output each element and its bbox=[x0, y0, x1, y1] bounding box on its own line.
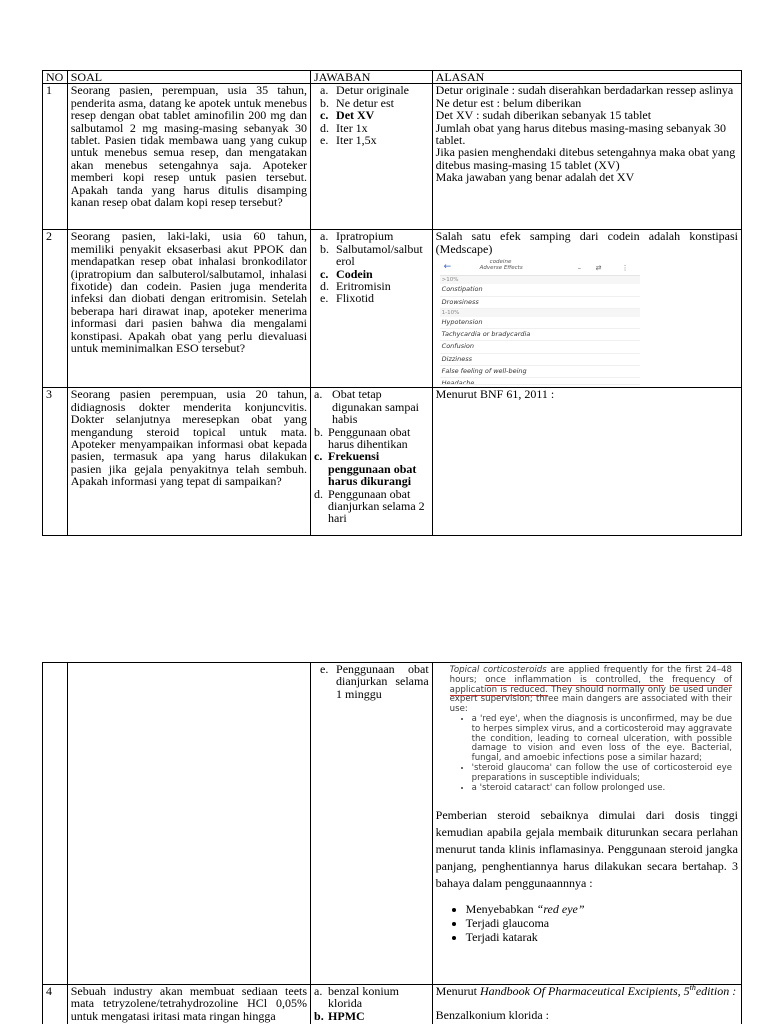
correct-option: c. Det XV bbox=[320, 108, 375, 123]
danger-item: • Menyebabkan “red eye” bbox=[466, 902, 738, 916]
option-item: b. Salbutamol/salbut erol bbox=[320, 241, 423, 269]
adverse-effect-item: False feeling of well-being bbox=[440, 366, 640, 378]
adverse-effect-item: Tachycardia or bradycardia bbox=[440, 329, 640, 341]
table-row bbox=[43, 388, 742, 536]
medscape-drug-name: codeine bbox=[489, 259, 512, 266]
header-alasan: ALASAN bbox=[432, 71, 741, 84]
medscape-section-title: Adverse Effects bbox=[479, 265, 523, 272]
answer-options bbox=[311, 388, 433, 536]
danger-item: • Terjadi katarak bbox=[466, 930, 738, 944]
table-header-row bbox=[43, 71, 742, 84]
document-page-2 bbox=[0, 660, 768, 1024]
option-item: b. Ne detur est bbox=[320, 95, 395, 110]
medscape-screenshot bbox=[440, 259, 640, 385]
answer-options bbox=[311, 663, 433, 985]
adverse-effect-item: Hypotension bbox=[440, 317, 640, 329]
minus-icon: – bbox=[577, 264, 582, 273]
option-item: e. Iter 1,5x bbox=[320, 133, 377, 148]
option-item: a. benzal konium klorida bbox=[314, 984, 400, 1011]
bnf-bullet: • a 'steroid cataract' can follow prolonged use. bbox=[472, 784, 732, 794]
answer-options bbox=[311, 84, 433, 230]
table-row bbox=[43, 230, 742, 388]
share-icon: ⇄ bbox=[595, 264, 602, 273]
correct-option: b. HPMC bbox=[314, 1008, 365, 1023]
reason-cell bbox=[432, 985, 741, 1024]
adverse-effect-item: Dizziness bbox=[440, 354, 640, 366]
reason-line: Detur originale : sudah diserahkan berdadarkan ressep aslinya bbox=[435, 83, 734, 98]
row-number: 4 bbox=[43, 985, 68, 1024]
danger-item: • Terjadi glaucoma bbox=[466, 916, 738, 930]
table-row bbox=[43, 84, 742, 230]
answer-options bbox=[311, 230, 433, 388]
header-jawaban: JAWABAN bbox=[311, 71, 433, 84]
option-item: e. Penggunaan obat dianjurkan selama 1 minggu bbox=[320, 662, 429, 701]
correct-option: c. Codein bbox=[320, 266, 373, 281]
option-item: b. Penggunaan obat harus dihentikan bbox=[314, 424, 411, 451]
correct-option: c. Frekuensi penggunaan obat harus dikurangi bbox=[314, 449, 417, 489]
bnf-bullet: • a 'red eye', when the diagnosis is unconfirmed, may be due to herpes simplex virus, and a corticosteroid may aggravate the condition, leading to corneal ulceration, with possible damage to vision and even loss of the eye. Bacterial, fungal, and amoebic infections pose a similar hazard; bbox=[472, 715, 732, 764]
qa-table-2 bbox=[42, 662, 742, 1024]
reason-line: Maka jawaban yang benar adalah det XV bbox=[435, 170, 635, 185]
header-no: NO bbox=[43, 71, 68, 84]
bnf-excerpt-image: Topical corticosteroids are applied frequently for the first 24–48 hours; once inflammation is controlled, the frequency of application is reduced. They should normally only be used under expert supervision; three main dangers are associated with their use: • a 'red eye', when the diagnosis is unconfirmed, may be due to herpes simplex virus, and a corticosteroid may aggravate the condition, leading to corneal ulceration, with possible damage to vision and even loss of the eye. Bacterial, fungal, and amoebic infections pose a similar hazard; • 'steroid glaucoma' can follow the use of corticosteroid eye preparations in susceptible individuals; • a 'steroid cataract' can follow prolonged use. bbox=[436, 666, 738, 793]
option-item: a. Detur originale bbox=[320, 83, 410, 98]
more-icon: ⋮ bbox=[621, 264, 629, 273]
reason-paragraph: Pemberian steroid sebaiknya dimulai dari dosis tinggi kemudian apabila gejala membaik diturunkan secara perlahan menurut tanda klinis inflamasinya. Penggunaan steroid jangka panjang, penghentiannya harus dilakukan secara bertahap. 3 bahaya dalam penggunaannnya : bbox=[435, 808, 738, 891]
row-number-empty bbox=[43, 663, 68, 985]
option-item: d. Eritromisin bbox=[320, 279, 391, 294]
adverse-effect-item: Constipation bbox=[440, 284, 640, 296]
medscape-toolbar bbox=[440, 259, 640, 276]
page-gap bbox=[0, 560, 768, 660]
reason-cell bbox=[432, 663, 741, 985]
question-text: Seorang pasien, perempuan, usia 35 tahun, penderita asma, datang ke apotek untuk menebus resep dengan obat tablet aminofilin 200 mg dan salbutamol 2 mg masing-masing sebanyak 30 tablet. Pasien tidak membawa uang yang cukup untuk menebus semua resep, dan mengatakan akan menebus setengahnya saja. Apoteker memberi kopi resep untuk pasien tersebut. Apakah tanda yang harus ditulis disamping kanan resep obat dalam kopi resep tersebut? bbox=[67, 84, 310, 230]
reason-line: Ne detur est : belum diberikan bbox=[435, 95, 582, 110]
option-item: a. Ipratropium bbox=[320, 229, 394, 244]
adverse-effect-item: Drowsiness bbox=[440, 297, 640, 309]
reason-line: Jumlah obat yang harus ditebus masing-masing sebanyak 30 tablet. bbox=[435, 120, 726, 148]
reason-cell bbox=[432, 84, 741, 230]
dangers-list bbox=[436, 902, 738, 944]
option-item: d. Iter 1x bbox=[320, 120, 368, 135]
answer-options bbox=[311, 985, 433, 1024]
header-soal: SOAL bbox=[67, 71, 310, 84]
option-item: e. Flixotid bbox=[320, 291, 375, 306]
reason-line: Det XV : sudah diberikan sebanyak 15 tablet bbox=[435, 108, 652, 123]
adverse-effect-item: Confusion bbox=[440, 341, 640, 353]
option-item: d. Penggunaan obat dianjurkan selama 2 hari bbox=[314, 486, 425, 526]
row-number: 3 bbox=[43, 388, 68, 536]
row-number: 2 bbox=[43, 230, 68, 388]
qa-table-1 bbox=[42, 70, 742, 536]
bnf-bullet: • 'steroid glaucoma' can follow the use of corticosteroid eye preparations in susceptible individuals; bbox=[472, 764, 732, 784]
adverse-effect-item: Headache bbox=[440, 378, 640, 385]
option-item: a. Obat tetap digunakan sampai habis bbox=[314, 387, 420, 427]
reason-source: Menurut Handbook Of Pharmaceutical Excipients, 5thedition : bbox=[435, 983, 737, 998]
reason-cell: Menurut BNF 61, 2011 : bbox=[432, 388, 741, 536]
question-text-empty bbox=[67, 663, 310, 985]
frequency-header: >10% bbox=[440, 276, 640, 284]
row-number: 1 bbox=[43, 84, 68, 230]
back-arrow-icon: ← bbox=[443, 262, 452, 273]
table-row bbox=[43, 663, 742, 985]
question-text: Seorang pasien perempuan, usia 20 tahun, didiagnosis dokter menderita konjuncvitis. Dokter selanjutnya meresepkan obat yang mengandung steroid topical untuk mata. Apoteker menyampaikan informasi obat kepada pasien, termasuk apa yang harus dilakukan pasien jika gejala penyakitnya telah sembuh. Apakah informasi yang tepat di sampaikan? bbox=[67, 388, 310, 536]
reason-cell bbox=[432, 230, 741, 388]
reason-line: Benzalkonium klorida : bbox=[435, 1008, 549, 1023]
question-text: Sebuah industry akan membuat sediaan teets mata tetryzolene/tetrahydrozoline HCl 0,05% untuk mengatasi iritasi mata ringan hingga bbox=[67, 985, 310, 1024]
frequency-header: 1-10% bbox=[440, 309, 640, 317]
reason-text: Salah satu efek samping dari codein adalah konstipasi (Medscape) bbox=[435, 229, 738, 256]
question-text: Seorang pasien, laki-laki, usia 60 tahun, memiliki penyakit eksaserbasi akut PPOK dan mendapatkan resep obat inhalasi bronkodilator (ipratropium dan salbuterol/salbutamol, inhalasi fixotide) dan codein. Pasien juga menderita infeksi dan diobati dengan eritromisin. Setelah beberapa hari dirawat inap, apoteker menerima informasi dari pasien bahwa dia mengalami konstipasi. Apakah obat yang perlu dievaluasi untuk meminimalkan ESO tersebut? bbox=[67, 230, 310, 388]
reason-line: Jika pasien menghendaki ditebus setengahnya maka obat yang ditebus masing-masing 15 tablet (XV) bbox=[435, 145, 736, 172]
table-row bbox=[43, 985, 742, 1024]
